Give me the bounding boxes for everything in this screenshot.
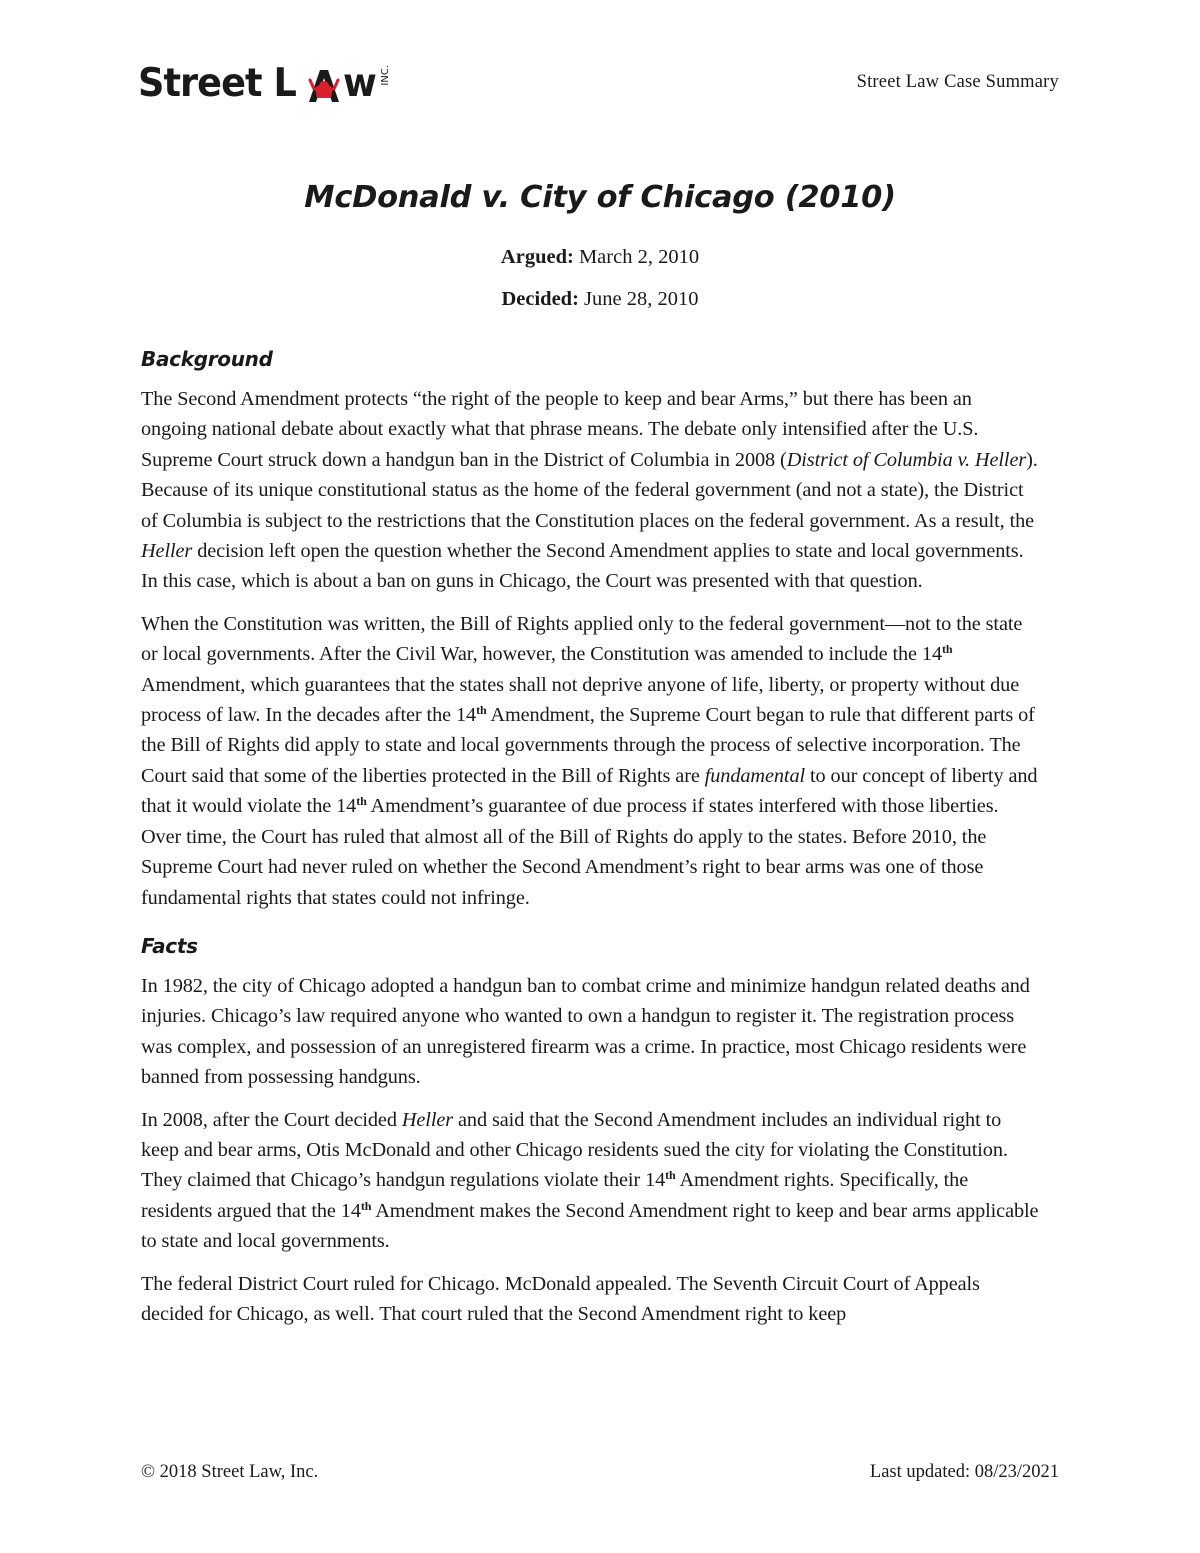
street-law-logo — [138, 62, 391, 112]
logo-figure-icon — [307, 64, 341, 104]
fundamental-emphasis: fundamental — [704, 764, 806, 787]
document-body — [141, 344, 1041, 1329]
background-heading: Background — [141, 347, 273, 371]
logo-wordmark-a: Street L — [138, 61, 296, 106]
background-paragraph-2: When the Constitution was written, the Bill of Rights applied only to the federal government—not to the state or local governments. After the Civil War, however, the Constitution was amended to include the 14th Amendment, which guarantees that the states shall not deprive anyone of life, liberty, or property without due process of law. In the decades after the 14th Amendment, the Supreme Court began to rule that different parts of the Bill of Rights did apply to state and local governments through the process of selective incorporation. The Court said that some of the liberties protected in the Bill of Rights are fundamental to our concept of liberty and that it would violate the 14th Amendment’s guarantee of due process if states interfered with those liberties. Over time, the Court has ruled that almost all of the Bill of Rights do apply to the states. Before 2010, the Supreme Court had never ruled on whether the Second Amendment’s right to bear arms was one of those fundamental rights that states could not infringe. — [141, 612, 1038, 909]
facts-paragraph-3: The federal District Court ruled for Chicago. McDonald appealed. The Seventh Circuit Court of Appeals decided for Chicago, as well. That court ruled that the Second Amendment right to keep — [141, 1272, 980, 1325]
footer-copyright: © 2018 Street Law, Inc. — [141, 1462, 319, 1482]
facts-heading: Facts — [141, 933, 198, 958]
logo-wordmark-b: w — [342, 61, 376, 106]
document-type-label: Street Law Case Summary — [856, 72, 1059, 92]
decided-date — [0, 288, 1200, 311]
facts-paragraph-2: In 2008, after the Court decided Heller and said that the Second Amendment includes an individual right to keep and bear arms, Otis McDonald and other Chicago residents sued the city for violating the Constitution. They claimed that Chicago’s handgun regulations violate their 14th Amendment rights. Specifically, the residents argued that the 14th Amendment makes the Second Amendment right to keep and bear arms applicable to state and local governments. — [141, 1108, 1039, 1253]
argued-label: Argued: — [500, 246, 574, 268]
page-title: McDonald v. City of Chicago (2010) — [304, 180, 896, 215]
facts-paragraph-1: In 1982, the city of Chicago adopted a handgun ban to combat crime and minimize handgun related deaths and injuries. Chicago’s law required anyone who wanted to own a handgun to register it. The registration process was complex, and possession of an unregistered firearm was a crime. In practice, most Chicago residents were banned from possessing handguns. — [141, 974, 1030, 1089]
heller-reference: Heller — [141, 540, 193, 563]
background-paragraph-1: The Second Amendment protects “the right of the people to keep and bear Arms,” but there has been an ongoing national debate about exactly what that phrase means. The debate only intensified after the U.S. Supreme Court struck down a handgun ban in the District of Columbia in 2008 (District of Columbia v. Heller). Because of its unique constitutional status as the home of the federal government (and not a state), the District of Columbia is subject to the restrictions that the Constitution places on the federal government. As a result, the Heller decision left open the question whether the Second Amendment applies to state and local governments. In this case, which is about a ban on guns in Chicago, the Court was presented with that question. — [141, 388, 1038, 593]
heller-reference: Heller — [401, 1108, 454, 1131]
logo-inc: INC. — [379, 65, 391, 86]
decided-value: June 28, 2010 — [578, 288, 699, 310]
decided-label: Decided: — [501, 288, 579, 310]
argued-value: March 2, 2010 — [573, 246, 700, 268]
footer-last-updated: Last updated: 08/23/2021 — [869, 1462, 1059, 1482]
case-citation: District of Columbia v. Heller — [786, 448, 1027, 471]
argued-date — [0, 246, 1200, 269]
